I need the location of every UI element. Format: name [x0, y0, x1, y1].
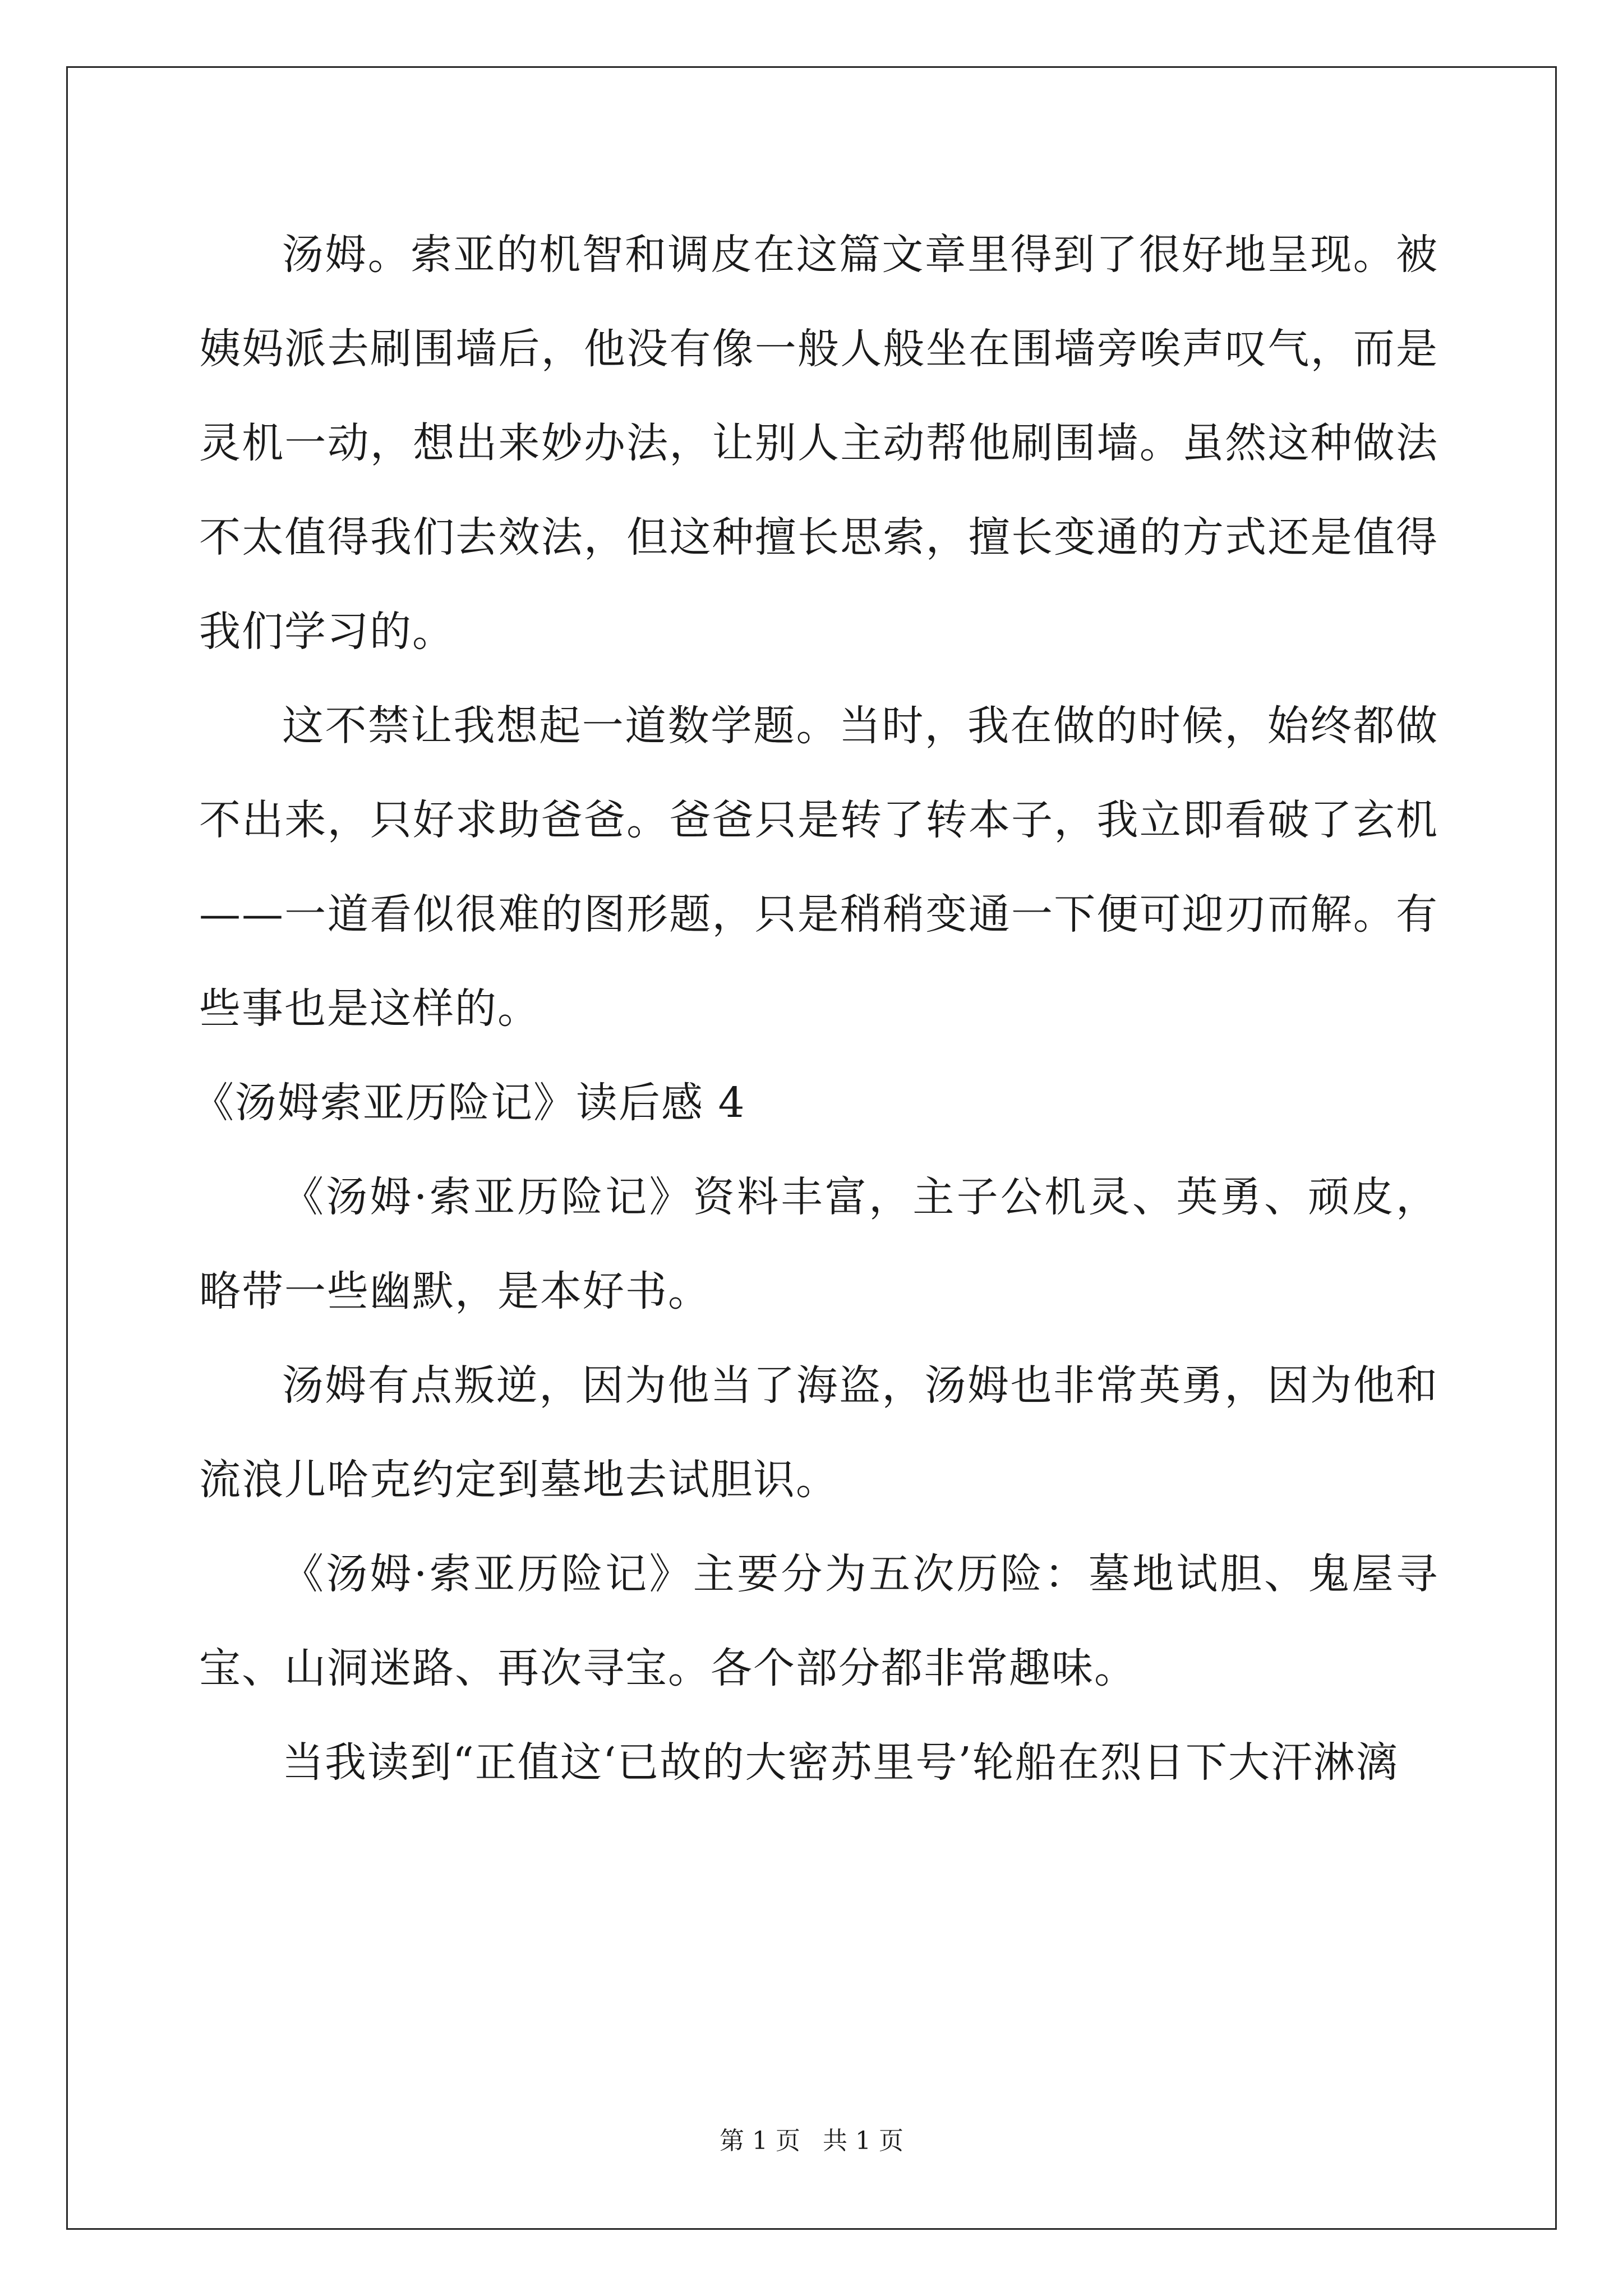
section-heading: 《汤姆索亚历险记》读后感 4 — [192, 1079, 746, 1127]
paragraph-1: 汤姆。索亚的机智和调皮在这篇文章里得到了很好地呈现。被姨妈派去刷围墙后，他没有像一般人般坐在围墙旁唉声叹气，而是灵机一动，想出来妙办法，让别人主动帮他刷围墙。虽然这种做法不太值得我们去效法，但这种擅长思索，擅长变通的方式还是值得我们学习的。 — [199, 231, 1438, 656]
page-footer — [0, 2120, 1623, 2156]
document-body — [192, 208, 1438, 1810]
paragraph-3: 《汤姆·索亚历险记》资料丰富，主子公机灵、英勇、顽皮，略带一些幽默，是本好书。 — [199, 1173, 1438, 1315]
page-number-current: 第 1 页 — [720, 2127, 800, 2155]
paragraph-4: 汤姆有点叛逆，因为他当了海盗，汤姆也非常英勇，因为他和流浪儿哈克约定到墓地去试胆识。 — [199, 1361, 1438, 1504]
paragraph-5: 《汤姆·索亚历险记》主要分为五次历险：墓地试胆、鬼屋寻宝、山洞迷路、再次寻宝。各个部分都非常趣味。 — [199, 1550, 1438, 1692]
paragraph-2: 这不禁让我想起一道数学题。当时，我在做的时候，始终都做不出来，只好求助爸爸。爸爸只是转了转本子，我立即看破了玄机——一道看似很难的图形题，只是稍稍变通一下便可迎刃而解。有些事也是这样的。 — [199, 702, 1438, 1033]
page-number-total: 共 1 页 — [823, 2127, 903, 2155]
paragraph-6: 当我读到“正值这‘已故的大密苏里号’轮船在烈日下大汗淋漓 — [282, 1738, 1399, 1787]
